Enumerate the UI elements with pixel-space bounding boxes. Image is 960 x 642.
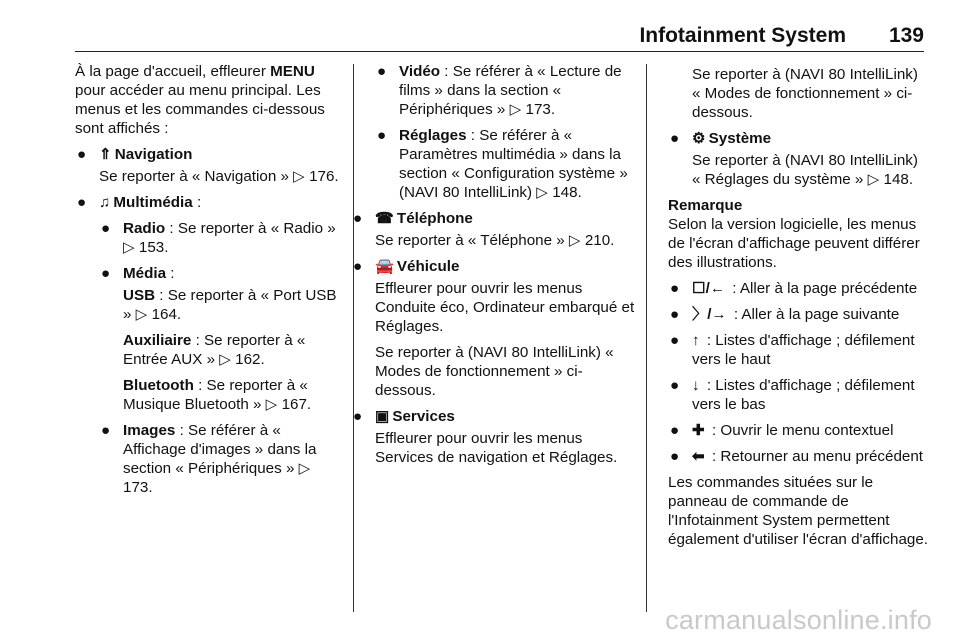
column-3 — [668, 62, 928, 556]
list-item-vehicle: ● 🚘 Véhicule Effleurer pour ouvrir les menus Conduite éco, Ordinateur embarqué et Réglages. Se reporter à (NAVI 80 IntelliLink) « Modes de fonctionnement » ci-dessous. — [353, 258, 635, 399]
sub-item-video: ● Vidéo : Se référer à « Lecture de films » dans la section « Périphériques » ▷ 173. — [377, 63, 622, 118]
list-item-system: ● ⚙ Système Se reporter à (NAVI 80 IntelliLink) « Réglages du système » ▷ 148. — [670, 130, 918, 188]
list-item-scroll-up: ● ↑ : Listes d'affichage ; défilement vers le haut — [670, 332, 915, 368]
sub-item-media: ● Média : USB : Se reporter à « Port USB » ▷ 164. Auxiliaire : Se reporter à « Entrée AUX » ▷ 162. Bluetooth : Se reporter à « Musique Bluetooth » ▷ 167. — [101, 265, 337, 413]
arrow-up-icon: ↑ — [692, 332, 700, 349]
sub-item-settings: ● Réglages : Se référer à « Paramètres multimédia » dans la section « Configuration système » (NAVI 80 IntelliLink) ▷ 148. — [377, 127, 628, 201]
next-page-icon: 〉/→ — [692, 306, 727, 323]
list-item-previous-page: ● ☐/← : Aller à la page précédente — [670, 280, 918, 297]
car-icon: 🚘 — [375, 258, 394, 275]
list-item-next-page: ● 〉/→ : Aller à la page suivante — [670, 306, 900, 323]
remark-box: Remarque Selon la version logicielle, les menus de l'écran d'affichage peuvent différer des illustrations. — [668, 197, 920, 271]
list-item-multimedia: ● ♫ Multimédia : ● Radio : Se reporter à « Radio » ▷ 153. ● Média : USB : Se reporter à « Port USB » ▷ 164. Auxiliaire : Se reporter à « Entrée AUX » ▷ 162. Bluetooth : Se reporter à « Musique Bluetooth » ▷ 167. ● Images : Se référer à « Affichage d'images » dans la section « Périphériques » ▷ 173. — [75, 193, 343, 497]
sub-item-images: ● Images : Se référer à « Affichage d'images » dans la section « Périphériques » ▷ 173. — [101, 422, 317, 496]
watermark: carmanualsonline.info — [665, 605, 932, 635]
modes-reference: Se reporter à (NAVI 80 IntelliLink) « Modes de fonctionnement » ci-dessous. — [692, 66, 918, 121]
closing-paragraph: Les commandes situées sur le panneau de commande de l'Infotainment System permettent également d'utiliser l'écran d'affichage. — [668, 474, 929, 548]
intro-paragraph: À la page d'accueil, effleurer MENU pour accéder au menu principal. Les menus et les commandes ci-dessous sont affichés : — [75, 63, 325, 137]
back-arrow-icon: ⬅ — [692, 448, 705, 465]
gear-icon: ⚙ — [692, 130, 706, 147]
page-header — [75, 24, 924, 52]
list-item-services: ● ▣ Services Effleurer pour ouvrir les menus Services de navigation et Réglages. — [353, 408, 618, 466]
plus-icon: ✚ — [692, 422, 705, 439]
column-1 — [75, 62, 343, 504]
list-item-phone: ● ☎ Téléphone Se reporter à « Téléphone » ▷ 210. — [353, 210, 615, 249]
column-divider-2 — [646, 64, 647, 612]
list-item-back: ● ⬅ : Retourner au menu précédent — [670, 448, 924, 465]
services-icon: ▣ — [375, 408, 390, 425]
multimedia-icon: ♫ — [99, 194, 111, 211]
list-item-context-menu: ● ✚ : Ouvrir le menu contextuel — [670, 422, 894, 439]
list-item-navigation: ● ⇑ Navigation Se reporter à « Navigation » ▷ 176. — [77, 146, 339, 185]
previous-page-icon: ☐/← — [692, 280, 726, 297]
navigation-icon: ⇑ — [99, 146, 112, 163]
phone-icon: ☎ — [375, 210, 394, 227]
arrow-down-icon: ↓ — [692, 377, 700, 394]
menu-keyword: MENU — [270, 63, 315, 80]
header-rule — [75, 51, 924, 52]
column-2 — [353, 62, 635, 474]
page-number: 139 — [888, 24, 924, 47]
sub-item-radio: ● Radio : Se reporter à « Radio » ▷ 153. — [101, 220, 336, 256]
list-item-scroll-down: ● ↓ : Listes d'affichage ; défilement vers le bas — [670, 377, 915, 413]
page-title: Infotainment System — [639, 24, 846, 47]
